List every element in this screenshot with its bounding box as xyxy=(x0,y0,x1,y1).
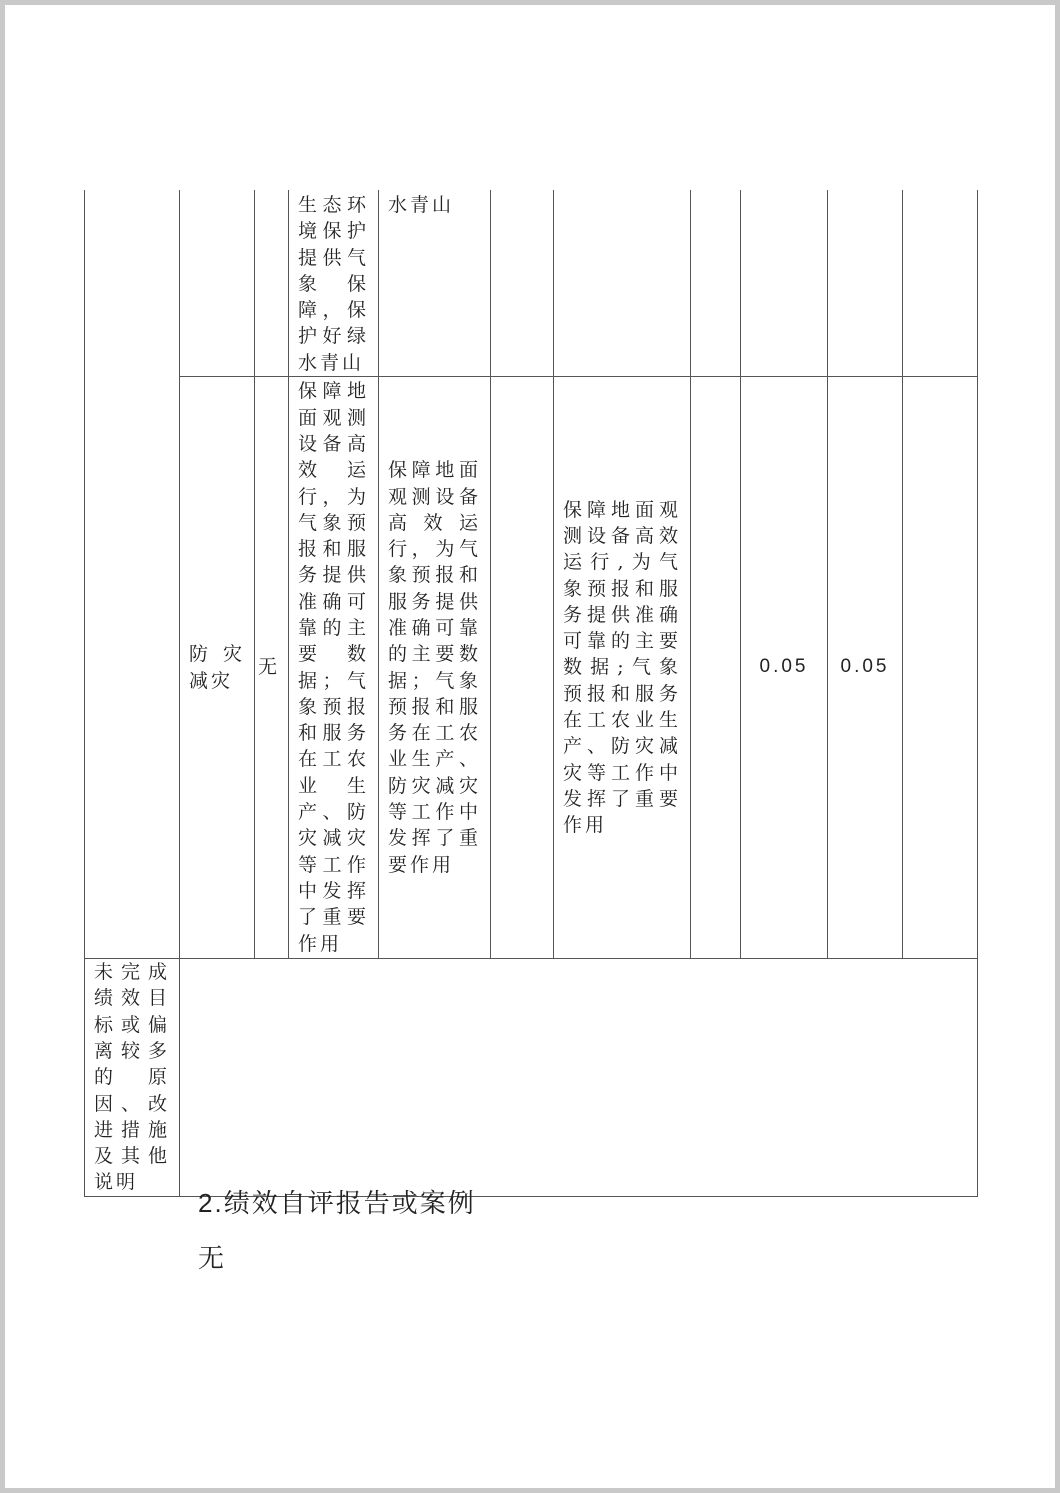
reasons-label-text: 未完成绩效目标或偏离较多的原因、改进措施及其他说明 xyxy=(94,961,170,1194)
empty-cell xyxy=(691,377,741,959)
weight-cell xyxy=(255,377,289,959)
table-row-continued xyxy=(85,190,978,377)
analysis-cell xyxy=(554,377,691,959)
score-cell xyxy=(741,190,828,377)
actual-text: 水青山 xyxy=(388,194,455,216)
target-cell xyxy=(289,377,379,959)
target-text: 保障地面观测设备高效运行，为气象预报和服务提供准确可靠的主要数据；气象预报和服务在工农业生产、防灾减灾等工作中发挥了重要作用 xyxy=(298,380,369,955)
section-body: 无 xyxy=(198,1244,225,1274)
performance-table xyxy=(84,190,978,1197)
section-heading xyxy=(198,1183,476,1220)
weight-cell xyxy=(255,190,289,377)
table-row-reasons xyxy=(85,959,978,1197)
analysis-text: 保障地面观测设备高效运行,为气象预报和服务提供准确可靠的主要数据;气象预报和服务在工农业生产、防灾减灾等工作中发挥了重要作用 xyxy=(563,498,681,837)
weight-text: 无 xyxy=(258,656,281,679)
actual-cell xyxy=(379,377,491,959)
analysis-cell xyxy=(554,190,691,377)
merged-category-cell xyxy=(85,190,180,959)
indicator-name-cell xyxy=(180,377,255,959)
empty-cell xyxy=(903,377,978,959)
actual-cell xyxy=(379,190,491,377)
indicator-name-cell xyxy=(180,190,255,377)
target-text: 生态环境保护提供气象保障，保护好绿水青山 xyxy=(298,194,369,374)
empty-cell xyxy=(491,190,554,377)
section-title: 绩效自评报告或案例 xyxy=(223,1189,476,1219)
target-cell xyxy=(289,190,379,377)
empty-cell xyxy=(903,190,978,377)
score-a-cell: 0.05 xyxy=(741,377,828,959)
score-cell xyxy=(828,190,903,377)
score-b-cell: 0.05 xyxy=(828,377,903,959)
empty-cell xyxy=(691,190,741,377)
reasons-content-cell xyxy=(180,959,978,1197)
reasons-label-cell xyxy=(85,959,180,1197)
actual-text: 保障地面观测设备高效运行，为气象预报和服务提供准确可靠的主要数据；气象预报和服务在工农业生产、防灾减灾等工作中发挥了重要作用 xyxy=(388,459,481,876)
table-row-disaster xyxy=(85,377,978,959)
empty-cell xyxy=(491,377,554,959)
indicator-name-text: 防灾减灾 xyxy=(189,643,245,692)
section-number: 2. xyxy=(198,1188,224,1218)
